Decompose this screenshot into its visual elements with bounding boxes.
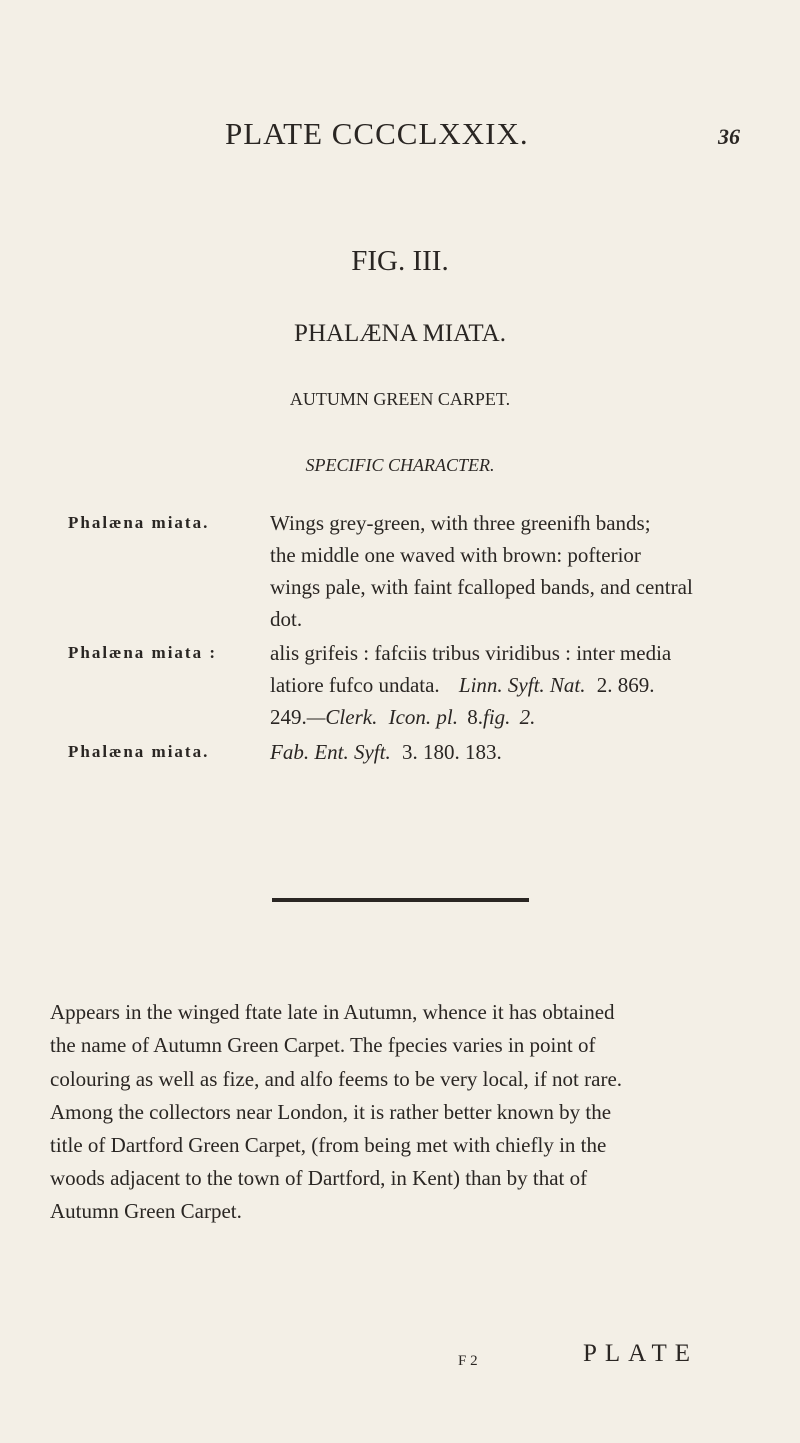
entry-line-text: latiore fufco undata. xyxy=(270,673,440,697)
page-number: 36 xyxy=(718,124,740,149)
entry-line xyxy=(270,701,535,733)
citation: fig. xyxy=(482,705,511,729)
paragraph-line: the name of Autumn Green Carpet. The fpecies varies in point of xyxy=(50,1033,596,1057)
entry-lead: Phalæna miata : xyxy=(68,643,217,662)
citation-number: 2. 869. xyxy=(596,673,655,697)
citation: Linn. Syft. Nat. xyxy=(458,673,586,697)
entry-lead: Phalæna miata. xyxy=(68,742,210,761)
entry-lead: Phalæna miata. xyxy=(68,513,210,532)
entry-line: dot. xyxy=(270,607,303,631)
entry-line: Wings grey-green, with three greenifh bands; xyxy=(270,511,651,535)
paragraph-line: Among the collectors near London, it is rather better known by the xyxy=(50,1100,612,1124)
citation: —Clerk. xyxy=(306,705,378,729)
entry-line xyxy=(270,669,655,701)
entry-line: the middle one waved with brown: pofterior xyxy=(270,543,641,567)
plate-title: PLATE CCCCLXXIX. xyxy=(225,116,529,151)
entry-line xyxy=(270,736,502,768)
citation-number: 8. xyxy=(467,705,483,729)
paragraph-line: Appears in the winged ftate late in Autumn, whence it has obtained xyxy=(50,1000,615,1024)
citation-number: 249. xyxy=(270,705,307,729)
citation: Fab. Ent. Syft. xyxy=(270,740,391,764)
entry-line: alis grifeis : fafciis tribus viridibus : inter media xyxy=(270,641,672,665)
common-name: AUTUMN GREEN CARPET. xyxy=(289,389,511,409)
citation-number: 3. 180. 183. xyxy=(401,740,502,764)
section-divider xyxy=(272,898,529,902)
species-name: PHALÆNA MIATA. xyxy=(294,320,506,347)
citation-number: 2. xyxy=(519,705,536,729)
paragraph-line: colouring as well as fize, and alfo feems to be very local, if not rare. xyxy=(50,1067,623,1091)
figure-label: FIG. III. xyxy=(351,245,449,277)
paragraph-line: title of Dartford Green Carpet, (from being met with chiefly in the xyxy=(50,1133,607,1157)
signature-mark: F 2 xyxy=(458,1353,478,1369)
entry-line: wings pale, with faint fcalloped bands, and central xyxy=(270,575,693,599)
catchword: PLATE xyxy=(583,1340,698,1367)
paragraph-line: woods adjacent to the town of Dartford, in Kent) than by that of xyxy=(50,1166,588,1190)
section-heading: SPECIFIC CHARACTER. xyxy=(305,455,495,475)
citation: Icon. pl. xyxy=(388,705,458,729)
paragraph-line: Autumn Green Carpet. xyxy=(50,1199,242,1223)
